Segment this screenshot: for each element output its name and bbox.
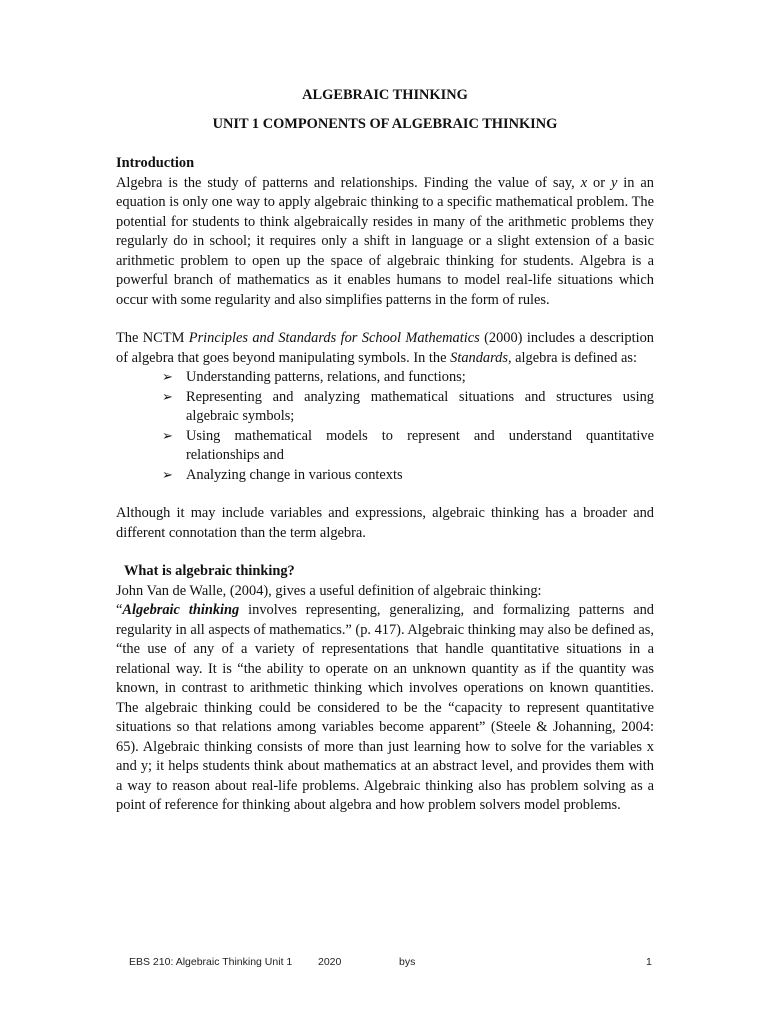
definition-paragraph: “Algebraic thinking involves representing, generalizing, and formalizing patterns and regularity in all aspects of mathematics.” (p. 417). Algebraic thinking may also be defined as, “the use of any of a variety of representations that handle quantitative situations in a relational way. It is “the ability to operate on an unknown quantity as if the quantity was known, in contrast to arithmetic thinking which involves operations on known quantities. The algebraic thinking could be considered to be the “capacity to represent quantitative situations so that relations among variables become apparent” (Steele & Johanning, 2004: 65). Algebraic thinking consists of more than just learning how to solve for the variables x and y; it helps students think about mathematics at an abstract level, and provides them with a way to reason about real-life problems. Algebraic thinking also has problem solving as a point of reference for thinking about algebra and how problem solvers model problems. (116, 602, 654, 813)
introduction-heading: Introduction (116, 155, 195, 171)
unit-title: UNIT 1 COMPONENTS OF ALGEBRAIC THINKING (212, 115, 558, 132)
paragraph-gap (116, 310, 654, 329)
list-item: ➢ Using mathematical models to represent and understand quantitative relationships and (162, 427, 654, 463)
paragraph-gap (116, 543, 654, 562)
arrowhead-bullet-icon: ➢ (162, 428, 173, 444)
page-number: 1 (646, 956, 652, 968)
variables-paragraph: Although it may include variables and expressions, algebraic thinking has a broader and different connotation than the term algebra. (116, 505, 654, 541)
arrowhead-bullet-icon: ➢ (162, 370, 173, 385)
footer-year: 2020 (318, 956, 342, 968)
list-item: ➢ Analyzing change in various contexts (162, 466, 654, 486)
page-content (116, 86, 654, 816)
introduction-paragraph: Algebra is the study of patterns and relationships. Finding the value of say, x or y in an equation is only one way to apply algebraic thinking to a specific mathematical problem. The potential for students to think algebraically resides in many of the arithmetic problems they regularly do in school; it requires only a shift in language or a slight extension of a basic arithmetic problem to open up the space of algebraic thinking for students. Algebra is a powerful branch of mathematics as it enables humans to model real-life situations which occur with some regularity and also simplifies patterns in the form of rules. (116, 174, 654, 308)
list-item: ➢ Understanding patterns, relations, and functions; (162, 368, 654, 388)
arrowhead-bullet-icon: ➢ (162, 467, 173, 483)
footer-author: bys (399, 956, 416, 968)
what-is-heading: What is algebraic thinking? (124, 563, 295, 579)
paragraph-gap (116, 485, 654, 504)
nctm-paragraph: The NCTM Principles and Standards for School Mathematics (2000) includes a description of algebra that goes beyond manipulating symbols. In the Standards, algebra is defined as: (116, 330, 654, 366)
definition-lead: John Van de Walle, (2004), gives a useful definition of algebraic thinking: (116, 582, 542, 599)
footer-document-name: EBS 210: Algebraic Thinking Unit 1 (129, 956, 293, 968)
standards-list (116, 368, 654, 485)
page-footer (0, 956, 768, 972)
list-item: ➢ Representing and analyzing mathematical situations and structures using algebraic symbols; (162, 388, 654, 424)
arrowhead-bullet-icon: ➢ (162, 389, 173, 405)
document-title: ALGEBRAIC THINKING (302, 87, 468, 103)
